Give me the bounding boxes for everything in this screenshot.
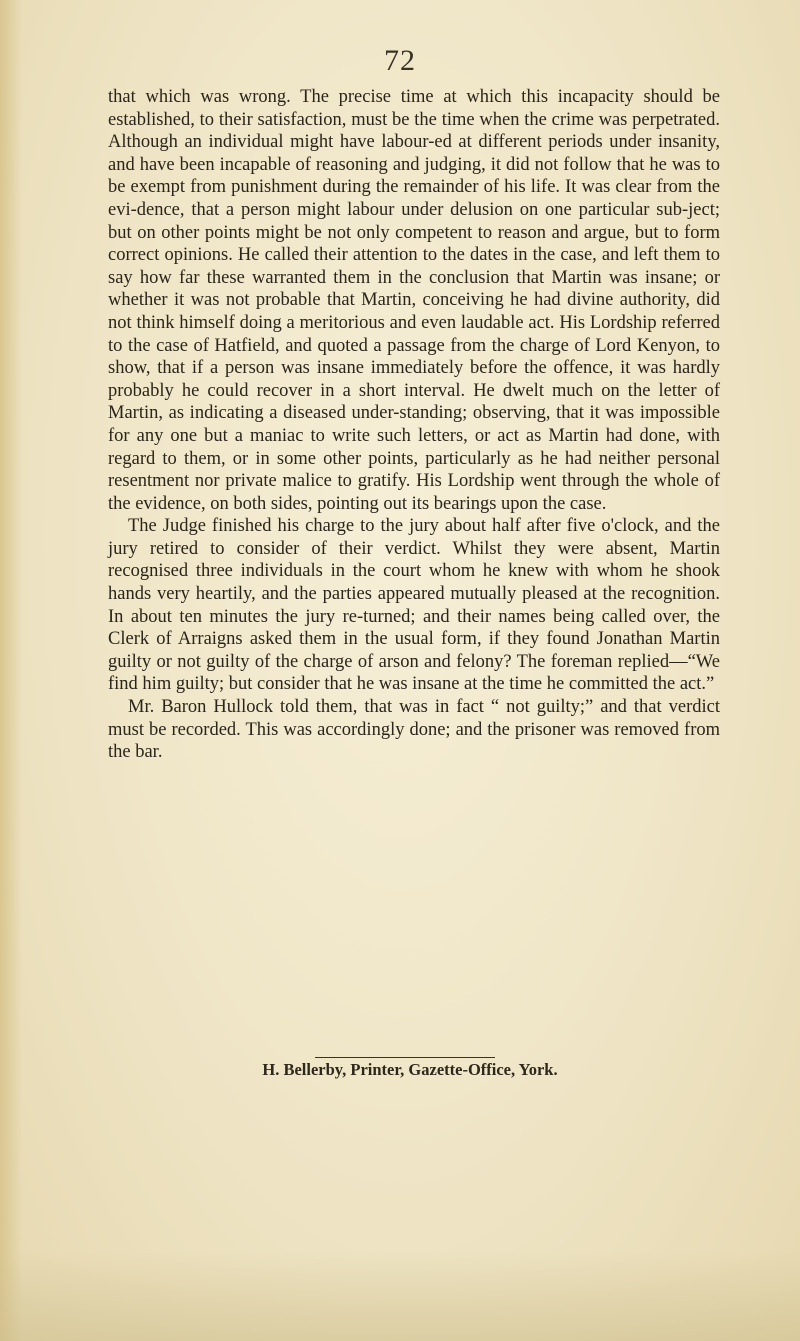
- paragraph-3: Mr. Baron Hullock told them, that was in fact “ not guilty;” and that verdict must be recorded. This was accordingly done; and the prisoner was removed from the bar.: [108, 697, 720, 763]
- page-edge-shadow: [0, 0, 22, 1341]
- body-text: [108, 86, 720, 764]
- paragraph-2: The Judge finished his charge to the jury about half after five o'clock, and the jury retired to consider of their verdict. Whilst they were absent, Martin recognised three individuals in the court whom he knew with whom he shook hands very heartily, and the parties appeared mutually pleased at the recognition. In about ten minutes the jury re-turned; and their names being called over, the Clerk of Arraigns asked them in the usual form, if they found Jonathan Martin guilty or not guilty of the charge of arson and felony? The foreman replied—“We find him guilty; but consider that he was insane at the time he committed the act.”: [108, 516, 720, 695]
- imprint-rule: [315, 1057, 495, 1058]
- printer-imprint: H. Bellerby, Printer, Gazette-Office, York.: [262, 1060, 558, 1079]
- page-bottom-stain: [0, 1251, 800, 1341]
- paragraph-1: that which was wrong. The precise time at which this incapacity should be established, to their satisfaction, must be the time when the crime was perpetrated. Although an individual might have labour-ed at different periods under insanity, and have been incapable of reasoning and judging, it did not follow that he was to be exempt from punishment during the remainder of his life. It was clear from the evi-dence, that a person might labour under delusion on one particular sub-ject; but on other points might be not only competent to reason and argue, but to form correct opinions. He called their attention to the dates in the case, and left them to say how far these warranted them in the conclusion that Martin was insane; or whether it was not probable that Martin, conceiving he had divine authority, did not think himself doing a meritorious and even laudable act. His Lordship referred to the case of Hatfield, and quoted a passage from the charge of Lord Kenyon, to show, that if a person was insane immediately before the offence, it was hardly probably he could recover in a short interval. He dwelt much on the letter of Martin, as indicating a diseased under-standing; observing, that it was impossible for any one but a maniac to write such letters, or act as Martin had done, with regard to them, or in some other points, particularly as he had neither personal resentment nor private malice to gratify. His Lordship went through the whole of the evidence, on both sides, pointing out its bearings upon the case.: [108, 87, 720, 514]
- page-number: 72: [384, 44, 416, 77]
